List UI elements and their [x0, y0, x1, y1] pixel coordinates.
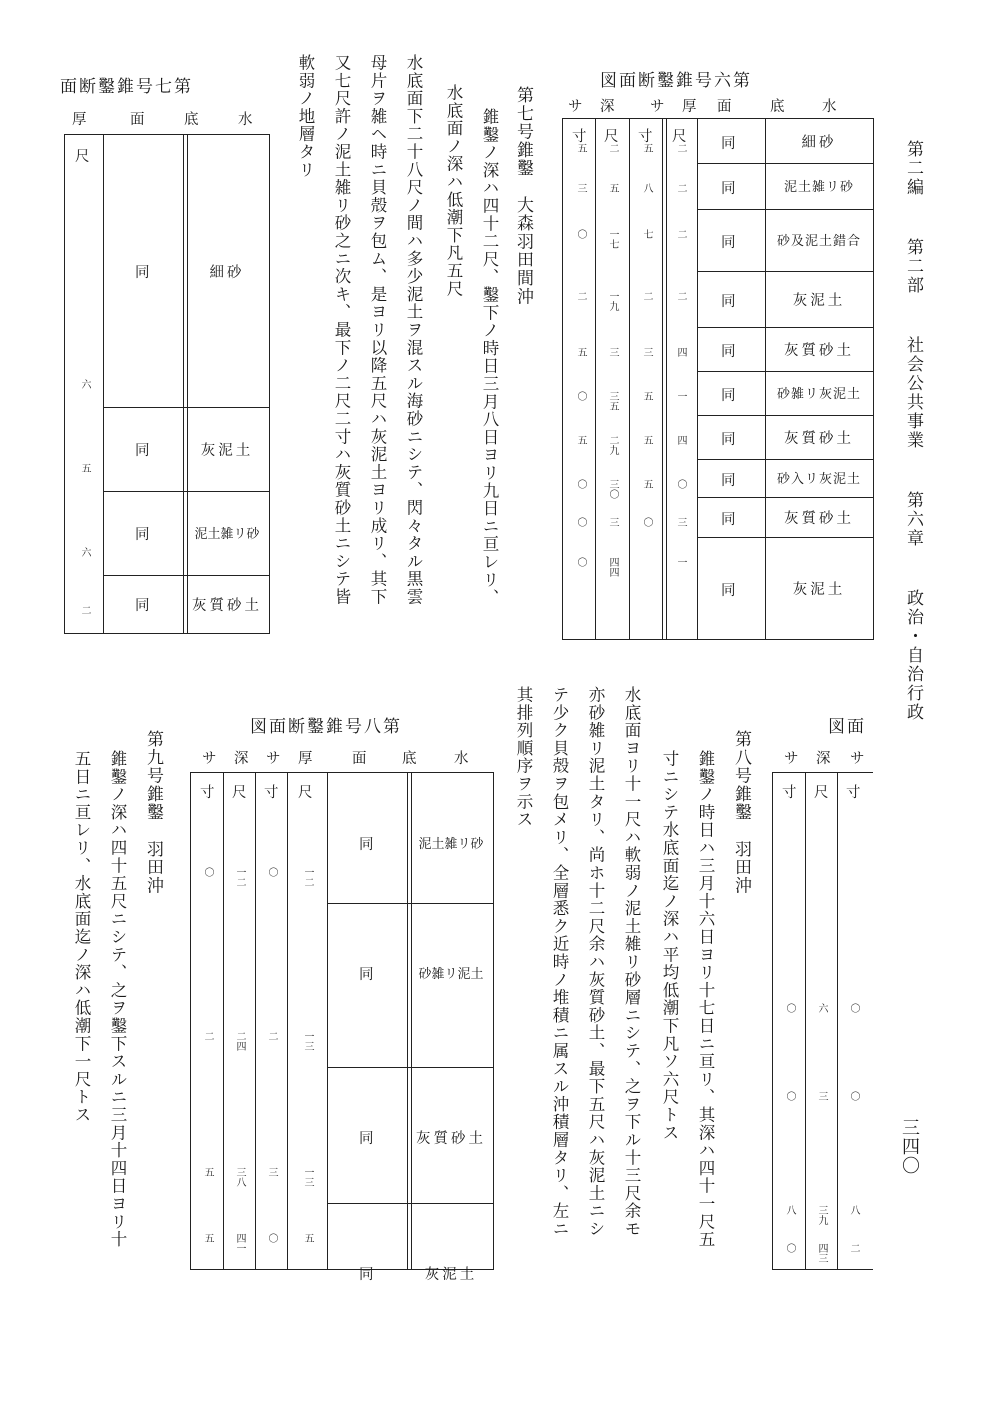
table6-tshaku: 二: [675, 229, 686, 239]
table6-same: 同: [721, 473, 736, 489]
table6-tsun: 五: [641, 391, 652, 401]
table9-c: 〇: [848, 1003, 859, 1013]
b8-l6: 其排列順序ヲ示ス: [514, 686, 533, 829]
table8-same: 同: [359, 967, 374, 983]
table7-same: 同: [135, 598, 150, 614]
table7-same: 同: [135, 265, 150, 281]
table6-h-surface: 面: [717, 99, 734, 115]
table6-soil: 灰泥土: [792, 293, 846, 309]
table9-c: 二: [848, 1243, 859, 1253]
table9-c: 八: [848, 1205, 859, 1215]
table6-col-dline: [662, 119, 667, 639]
table8-dshaku: 一二: [234, 867, 245, 887]
table6-dshaku: 四四: [607, 557, 618, 577]
table9-title: 面図: [828, 717, 866, 737]
running-head-chapter: 第六章: [903, 491, 923, 548]
table8-soil: 灰泥土: [424, 1267, 478, 1283]
table8-h-sa2: サ: [202, 751, 219, 767]
table9-partial: [772, 772, 873, 1270]
table6-soil: 灰質砂土: [784, 343, 854, 359]
table9-header: [776, 747, 870, 765]
table6-same: 同: [721, 136, 736, 152]
table6-dshaku: 三: [607, 517, 618, 527]
table6-same: 同: [721, 512, 736, 528]
b7-heading: 第七号錐鑿 大森羽田間沖: [513, 86, 533, 306]
table6-dsun: 〇: [575, 229, 586, 239]
table9-unit-sun: 寸: [782, 785, 797, 801]
table6-same: 同: [721, 583, 736, 599]
table6-row-line: [697, 497, 873, 498]
table6-dsun: 五: [575, 347, 586, 357]
table6-dshaku: 一九: [607, 291, 618, 311]
table6-tsun: 五: [641, 479, 652, 489]
table6-h-thick: 厚: [682, 99, 699, 115]
running-head: [901, 140, 926, 722]
table6-soil: 泥土雑リ砂: [783, 180, 854, 195]
table6-h-sa: サ: [650, 99, 667, 115]
table6-tsun: 八: [641, 183, 652, 193]
table6-tshaku: 一: [675, 391, 686, 401]
table9-h-deep: 深: [816, 751, 833, 767]
b8-heading: 第八号錐鑿 羽田沖: [731, 730, 751, 895]
table6-same: 同: [721, 235, 736, 251]
b7-para3-l1: 水底面下二十八尺ノ間ハ多少泥土ヲ混スル海砂ニシテ、閃々タル黒雲: [404, 54, 423, 606]
table7-h-surface: 面: [130, 112, 147, 128]
table8-h-surface: 面: [352, 751, 369, 767]
running-head-part: 第二部: [903, 238, 923, 295]
table8-title: 第八号錐鑿断面図: [250, 717, 402, 737]
table6-soil: 灰質砂土: [784, 511, 854, 527]
table6-soil: 灰泥土: [792, 582, 846, 598]
table6-dshaku: 一七: [607, 229, 618, 249]
b7-para3-l4: 軟弱ノ地層タリ: [296, 54, 315, 179]
table6-tshaku: 一: [675, 557, 686, 567]
table6-unit-shaku: 尺: [604, 129, 619, 145]
table8-header: [192, 747, 492, 765]
table6-tsun: 五: [641, 435, 652, 445]
table8-col-line: [255, 773, 256, 1269]
table7-title: 第七号錐鑿断面: [60, 77, 193, 97]
table8-dsun: 二: [202, 1031, 213, 1041]
table6-same: 同: [721, 344, 736, 360]
table7-num: 五: [79, 463, 90, 473]
table7-num: 六: [79, 547, 90, 557]
table7-soil: 灰質砂土: [192, 598, 262, 614]
table8-tshaku: 一三: [302, 1031, 313, 1051]
table6-row-line: [697, 163, 873, 164]
table8-unit-sun2: 寸: [264, 785, 279, 801]
table8-unit-shaku: 尺: [232, 785, 247, 801]
table6-tsun: 五: [641, 143, 652, 153]
table9-unit-sun2: 寸: [846, 785, 861, 801]
running-head-chapter-title: 政治・自治行政: [903, 589, 923, 722]
table8-col-line: [287, 773, 288, 1269]
table6-dshaku: 二九: [607, 435, 618, 455]
table8-tshaku: 一三: [302, 1167, 313, 1187]
b9-l1: 錐鑿ノ深ハ四十五尺ニシテ、之ヲ鑿下スルニ三月十四日ヨリ十: [108, 750, 127, 1249]
table8-col-line: [223, 773, 224, 1269]
table9-b: 三: [816, 1091, 827, 1101]
table7-soil: 細砂: [209, 265, 245, 281]
table8-soil: 泥土雑リ砂: [418, 837, 484, 852]
table6-soil: 砂及泥土錯合: [776, 234, 861, 249]
table6-tshaku: 〇: [675, 479, 686, 489]
b7-para3-l2: 母片ヲ雑ヘ時ニ貝殻ヲ包ム、是ヨリ以降五尺ハ灰泥土ヨリ成リ、其下: [368, 54, 387, 606]
table9-b: 三九: [816, 1205, 827, 1225]
table9-col-line: [837, 773, 838, 1269]
table7-soil: 灰泥土: [200, 443, 254, 459]
table7-same: 同: [135, 443, 150, 459]
table8-unit-shaku2: 尺: [298, 785, 313, 801]
table8-dshaku: 二四: [234, 1031, 245, 1051]
table8-row-line: [327, 1067, 493, 1068]
table6-soil: 灰質砂土: [784, 431, 854, 447]
table6-tshaku: 三: [675, 517, 686, 527]
table8-col-line: [327, 773, 328, 1269]
table6-col-line: [765, 119, 766, 639]
table9-a: 〇: [784, 1091, 795, 1101]
table7-same: 同: [135, 527, 150, 543]
table6-same: 同: [721, 181, 736, 197]
table8-h-water: 水: [454, 751, 471, 767]
b7-para3-l3: 又七尺許ノ泥土雑リ砂之ニ次キ、最下ノ二尺二寸ハ灰質砂土ニシテ皆: [332, 54, 351, 606]
table8-h-sa: サ: [266, 751, 283, 767]
table6-unit-sun: 寸: [572, 129, 587, 145]
table6-dsun: 〇: [575, 557, 586, 567]
table6-dsun: 五: [575, 435, 586, 445]
table8-tsun: 〇: [266, 867, 277, 877]
table6-col-line: [697, 119, 698, 639]
table7-header: [66, 108, 276, 126]
table6-soil: 砂入リ灰泥土: [776, 472, 861, 487]
table6-row-line: [697, 209, 873, 210]
table8-soil: 砂雑リ泥土: [418, 967, 484, 982]
table9-h-sa2: サ: [850, 751, 867, 767]
table7-col-dline: [183, 135, 188, 633]
table6-row-line: [697, 371, 873, 372]
table8-h-bottom: 底: [402, 751, 419, 767]
table6-soil: 砂雑リ灰泥土: [776, 387, 861, 402]
table9-b: 四三: [816, 1243, 827, 1263]
table8: [190, 772, 494, 1283]
table9-col-line: [805, 773, 806, 1269]
table6-row-line: [697, 415, 873, 416]
page-number: 三四〇: [899, 1118, 920, 1175]
running-head-vol: 第二編: [903, 140, 923, 197]
table6-same: 同: [721, 294, 736, 310]
table8-tsun: 三: [266, 1167, 277, 1177]
table7-h-bottom: 底: [184, 112, 201, 128]
table6-dshaku: 三: [607, 347, 618, 357]
table7-soil: 泥土雑リ砂: [194, 527, 260, 542]
table6-row-line: [697, 459, 873, 460]
table7-num: 六: [79, 379, 90, 389]
table6-tshaku: 二: [675, 143, 686, 153]
table6-dsun: 五: [575, 143, 586, 153]
table6-row-line: [697, 271, 873, 272]
table8-dsun: 五: [202, 1167, 213, 1177]
table6-tsun: 〇: [641, 517, 652, 527]
b8-l4: 亦砂雑リ泥土タリ、尚ホ十二尺余ハ灰質砂土、最下五尺ハ灰泥土ニシ: [586, 686, 605, 1238]
table6-unit-shaku2: 尺: [672, 129, 687, 145]
table9-a: 〇: [784, 1243, 795, 1253]
table6-unit-sun2: 寸: [638, 129, 653, 145]
table9-unit-shaku: 尺: [814, 785, 829, 801]
table6-h-bottom: 底: [770, 99, 787, 115]
table8-unit-sun: 寸: [200, 785, 215, 801]
table6-tsun: 七: [641, 229, 652, 239]
b9-heading: 第九号錐鑿 羽田沖: [143, 730, 163, 895]
table6-dsun: 〇: [575, 391, 586, 401]
table8-dshaku: 四一: [234, 1233, 245, 1253]
table7-h-thick: 厚: [72, 112, 89, 128]
table6-tshaku: 四: [675, 347, 686, 357]
table8-same: 同: [359, 837, 374, 853]
table6-col-line: [629, 119, 630, 639]
table8-row-line: [327, 1203, 493, 1204]
running-head-section: 社会公共事業: [903, 336, 923, 450]
table6-h-sa2: サ: [568, 99, 585, 115]
table6-tshaku: 二: [675, 291, 686, 301]
table6: [562, 118, 874, 640]
table6-tshaku: 二: [675, 183, 686, 193]
b8-l5: テ少ク貝殻ヲ包メリ、全層悉ク近時ノ堆積ニ属スル沖積層タリ、左ニ: [550, 686, 569, 1238]
b8-l3: 水底面ヨリ十一尺ハ軟弱ノ泥土雑リ砂層ニシテ、之ヲ下ル十三尺余モ: [622, 686, 641, 1238]
table6-col-line: [595, 119, 596, 639]
table6-h-deep: 深: [600, 99, 617, 115]
table8-dsun: 〇: [202, 867, 213, 877]
table6-dshaku: 三〇: [607, 479, 618, 499]
table6-header: [560, 95, 870, 113]
table8-row-line: [327, 903, 493, 904]
table6-dsun: 〇: [575, 517, 586, 527]
b8-l2: 寸ニシテ水底面迄ノ深ハ平均低潮下凡ソ六尺トス: [660, 750, 679, 1142]
table8-dshaku: 三八: [234, 1167, 245, 1187]
table7: [64, 134, 270, 634]
table6-tshaku: 四: [675, 435, 686, 445]
table8-same: 同: [359, 1267, 374, 1283]
table7-num: 二: [79, 605, 90, 615]
b9-l2: 五日ニ亘レリ、水底面迄ノ深ハ低潮下一尺トス: [72, 750, 91, 1124]
table7-h-water: 水: [238, 112, 255, 128]
table8-tsun: 二: [266, 1031, 277, 1041]
table8-same: 同: [359, 1131, 374, 1147]
table9-a: 八: [784, 1205, 795, 1215]
table8-h-deep: 深: [234, 751, 251, 767]
table6-tsun: 三: [641, 347, 652, 357]
b7-para2: 水底面ノ深ハ低潮下凡五尺: [444, 84, 463, 298]
table6-same: 同: [721, 432, 736, 448]
table6-row-line: [697, 327, 873, 328]
table9-a: 〇: [784, 1003, 795, 1013]
table6-dshaku: 五: [607, 183, 618, 193]
table7-row-line: [103, 407, 269, 408]
b8-l1: 錐鑿ノ時日ハ三月十六日ヨリ十七日ニ亘リ、其深ハ四十一尺五: [696, 750, 715, 1249]
table7-row-line: [103, 491, 269, 492]
table8-dsun: 五: [202, 1233, 213, 1243]
table6-same: 同: [721, 388, 736, 404]
table7-row-line: [103, 575, 269, 576]
table9-h-sa: サ: [784, 751, 801, 767]
table8-h-thick: 厚: [298, 751, 315, 767]
table6-dsun: 〇: [575, 479, 586, 489]
table8-tshaku: 五: [302, 1233, 313, 1243]
table7-col-line: [103, 135, 104, 633]
table6-dsun: 二: [575, 291, 586, 301]
table8-tsun: 〇: [266, 1233, 277, 1243]
table7-unit-shaku: 尺: [75, 149, 90, 165]
b7-para1: 錐鑿ノ深ハ四十二尺、鑿下ノ時日三月八日ヨリ九日ニ亘レリ、: [480, 108, 499, 607]
table8-soil: 灰質砂土: [416, 1131, 486, 1147]
table6-dsun: 三: [575, 183, 586, 193]
table6-h-water: 水: [822, 99, 839, 115]
table6-dshaku: 二: [607, 143, 618, 153]
table6-tsun: 二: [641, 291, 652, 301]
table6-title: 第六号錐鑿断面図: [600, 71, 752, 91]
table8-tshaku: 一二: [302, 867, 313, 887]
table9-b: 六: [816, 1003, 827, 1013]
table9-c: 〇: [848, 1091, 859, 1101]
table6-row-line: [697, 537, 873, 538]
table6-dshaku: 三五: [607, 391, 618, 411]
table6-soil: 細砂: [801, 135, 837, 151]
